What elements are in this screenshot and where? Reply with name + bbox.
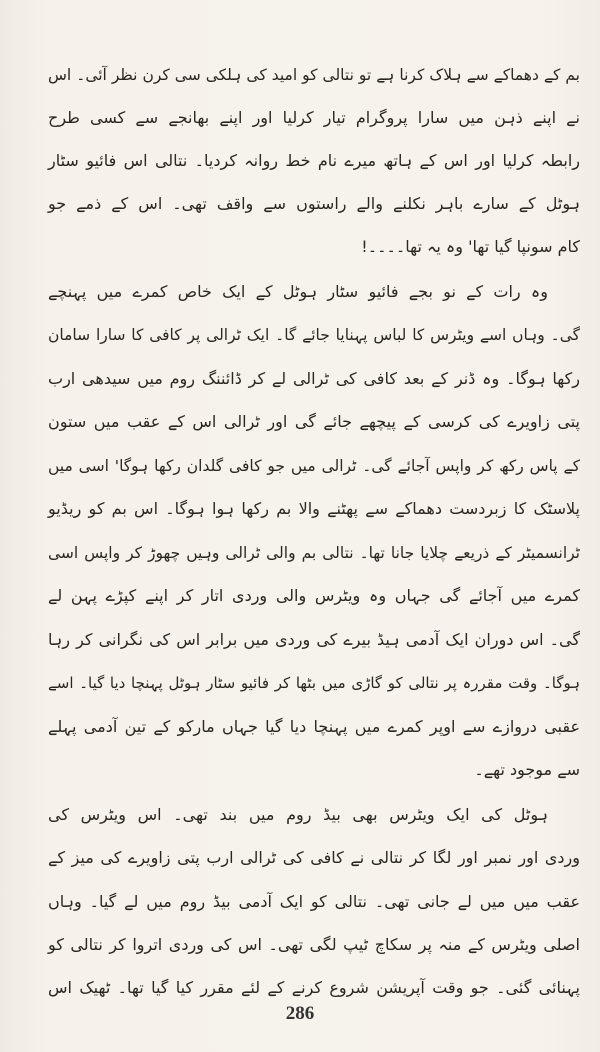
text-line: عقب میں میں لے جانی تھی۔ نتالی کو ایک آدمی بیڈ روم میں لے گیا۔ وہاں: [48, 892, 580, 911]
text-line: کام سونپا گیا تھا' وہ یہ تھا۔۔۔۔!: [361, 237, 580, 256]
text-line: گی۔ اس دوران ایک آدمی ہیڈ بیرے کی وردی میں برابر اس کی نگرانی کر رہا: [48, 630, 580, 649]
text-line: وہ رات کے نو بجے فائیو سٹار ہوٹل کے ایک خاص کمرے میں پہنچے: [48, 282, 548, 301]
text-line: پہنائی گئی۔ جو وقت آپریشن شروع کرنے کے لئے مقرر کیا گیا تھا۔ ٹھیک اس: [48, 978, 580, 997]
text-line: سے موجود تھے۔: [474, 760, 580, 779]
text-line: کے پاس رکھ کر واپس آجائے گی۔ ٹرالی میں جو کافی گلدان رکھا ہوگا' اسی میں: [48, 457, 580, 475]
text-line: عقبی دروازے سے اوپر کمرے میں پہنچا دیا گیا جہاں مارکو کے تین آدمی پہلے: [48, 717, 580, 736]
text-line: پلاسٹک کا زبردست دھماکے سے پھٹنے والا بم رکھا ہوا ہوگا۔ اس بم کو ریڈیو: [48, 499, 580, 518]
text-line: ہوٹل کی ایک ویٹرس بھی بیڈ روم میں بند تھی۔ اس ویٹرس کی: [48, 805, 548, 824]
text-line: بم کے دھماکے سے ہلاک کرنا ہے تو نتالی کو امید کی ہلکی سی کرن نظر آئی۔ اس: [48, 66, 580, 84]
text-line: ٹرانسمیٹر کے ذریعے چلایا جانا تھا۔ نتالی بم والی ٹرالی وہیں چھوڑ کر واپس اسی: [48, 544, 580, 562]
text-line: ہوگا۔ وقت مقررہ پر نتالی کو گاڑی میں بٹھا کر فائیو سٹار ہوٹل پہنچا دیا گیا۔ اسے: [48, 674, 580, 692]
text-line: اصلی ویٹرس کے منہ پر سکاچ ٹیپ لگی تھی۔ اس کی وردی اتروا کر نتالی کو: [48, 935, 580, 954]
text-line: گی۔ وہاں اسے ویٹرس کا لباس پہنایا جائے گا۔ ایک ٹرالی پر کافی کا سارا سامان: [48, 326, 580, 344]
text-line: ہوٹل کے سارے باہر نکلنے والے راستوں سے واقف تھی۔ اس کے ذمے جو: [48, 194, 580, 213]
text-line: کمرے میں آجائے گی جہاں وہ ویٹرس والی وردی اتار کر اپنے کپڑے پہن لے: [48, 586, 580, 605]
text-line: رابطہ کرلیا اور اس کے ہاتھ میرے نام خط روانہ کردیا۔ نتالی اس فائیو سٹار: [48, 151, 580, 170]
text-line: وردی اور نمبر اور لگا کر نتالی نے کافی کی ٹرالی ارب پتی زاویرے کی میز کے: [48, 848, 580, 867]
text-line: نے اپنے ذہن میں سارا پروگرام تیار کرلیا اور اپنے بھانجے سے کسی طرح: [48, 108, 580, 127]
text-line: پتی زاویرے کی کرسی کے پیچھے جائے گی اور ٹرالی اس کے عقب میں ستون: [48, 412, 580, 431]
text-line: رکھا ہوگا۔ وہ ڈنر کے بعد کافی کی ٹرالی لے کر ڈائننگ روم میں سیدھی ارب: [48, 369, 580, 388]
page-number: 286: [285, 1003, 315, 1024]
